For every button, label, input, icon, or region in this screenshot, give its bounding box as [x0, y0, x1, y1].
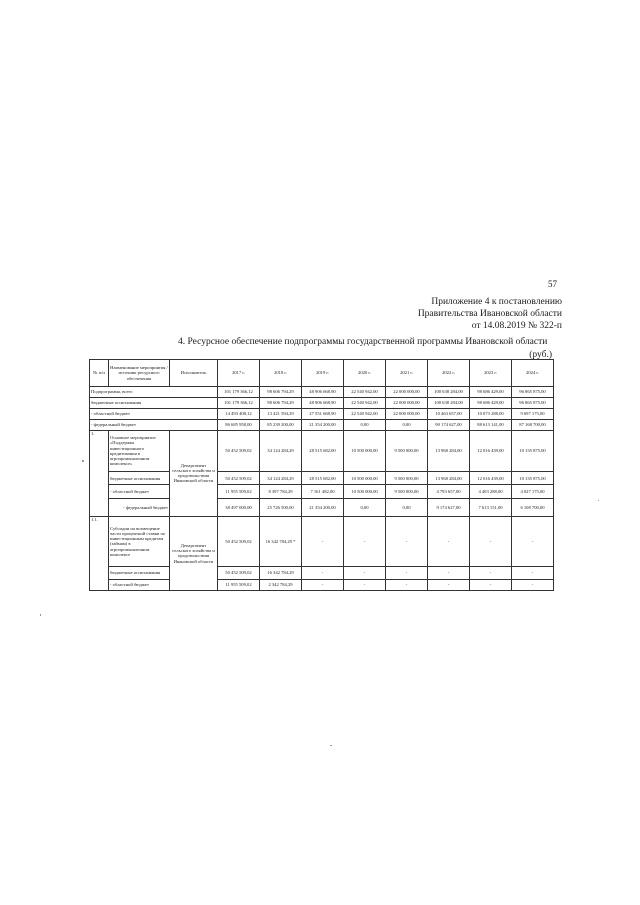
row-name: - областной бюджет	[109, 580, 170, 591]
cell-value: -	[470, 516, 512, 566]
cell-value: 98 606 794,29	[260, 387, 302, 398]
cell-value: 4 027 175,00	[512, 485, 554, 499]
cell-value: 10 135 875,00	[512, 430, 554, 471]
row-name: - федеральный бюджет	[109, 499, 170, 516]
cell-value: 6 108 700,00	[512, 499, 554, 516]
scan-speck	[40, 614, 41, 616]
cell-value: 10 463 657,00	[428, 408, 470, 419]
cell-value: 10 500 000,00	[344, 485, 386, 499]
cell-value: -	[344, 580, 386, 591]
cell-value: 38 497 000,00	[218, 499, 260, 516]
cell-value: 9 500 000,00	[386, 485, 428, 499]
cell-value: 28 515 682,00	[302, 430, 344, 471]
cell-value: -	[470, 580, 512, 591]
cell-value: 0,00	[344, 419, 386, 430]
cell-value: 100 638 284,00	[428, 397, 470, 408]
cell-value: 98 686 429,00	[470, 387, 512, 398]
cell-value: 9 500 000,00	[386, 472, 428, 485]
appendix-line: Приложение 4 к постановлению	[431, 297, 562, 307]
table-row	[90, 408, 554, 419]
cell-value: 9 500 000,00	[386, 430, 428, 471]
cell-value: 2 342 784,29	[260, 580, 302, 591]
cell-value: 7 161 482,00	[302, 485, 344, 499]
cell-value: 4 403 288,00	[470, 485, 512, 499]
header-year: 2023 г.	[470, 360, 512, 387]
table-row	[90, 387, 554, 398]
header-executor: Исполнитель	[170, 360, 218, 387]
cell-value: 8 397 784,29	[260, 485, 302, 499]
cell-value: 50 452 509,02	[218, 430, 260, 471]
cell-value: 48 906 668,90	[302, 387, 344, 398]
cell-value: 88 613 141,00	[470, 419, 512, 430]
header-row	[90, 360, 554, 387]
cell-value: 4 793 657,00	[428, 485, 470, 499]
cell-value: 22 000 000,00	[386, 397, 428, 408]
cell-value: 98 686 429,00	[470, 397, 512, 408]
header-year: 2019 г.	[302, 360, 344, 387]
cell-value: -	[344, 516, 386, 566]
cell-value: -	[428, 580, 470, 591]
cell-value: 85 239 200,00	[260, 419, 302, 430]
cell-value: 96 865 875,00	[512, 387, 554, 398]
cell-value: 28 515 682,00	[302, 472, 344, 485]
table-row	[90, 472, 554, 485]
table-row	[90, 397, 554, 408]
scan-speck	[330, 745, 332, 746]
cell-value: 7 613 151,00	[470, 499, 512, 516]
table-row	[90, 485, 554, 499]
cell-value: 34 124 284,29	[260, 430, 302, 471]
cell-value: 96 865 875,00	[512, 397, 554, 408]
cell-value: 11 955 509,02	[218, 485, 260, 499]
cell-value: 86 685 958,00	[218, 419, 260, 430]
appendix-line: от 14.08.2019 № 322-п	[471, 321, 562, 331]
cell-value: 22 000 000,00	[386, 387, 428, 398]
cell-value: 9 174 627,00	[428, 499, 470, 516]
cell-value: -	[428, 516, 470, 566]
appendix-line: Правительства Ивановской области	[417, 309, 562, 319]
table-row	[90, 419, 554, 430]
row-name: Субсидии на возмещение части процентной ставки по инвестиционным кредитам (займам) в агропромышленном комплексе	[109, 516, 170, 566]
table-row	[90, 580, 554, 591]
cell-value: -	[302, 516, 344, 566]
header-year: 2017 г.	[218, 360, 260, 387]
row-number: 1.1.	[90, 516, 109, 590]
cell-value: 21 354 200,00	[302, 499, 344, 516]
header-year: 2018 г.	[260, 360, 302, 387]
cell-value: 22 540 942,00	[344, 408, 386, 419]
cell-value: -	[512, 580, 554, 591]
cell-value: 25 726 500,00	[260, 499, 302, 516]
row-name: бюджетные ассигнования	[109, 472, 170, 485]
cell-value: 98 606 794,29	[260, 397, 302, 408]
cell-value: 9 697 175,00	[512, 408, 554, 419]
cell-value: 22 000 000,00	[386, 408, 428, 419]
cell-value: 34 124 284,29	[260, 472, 302, 485]
cell-value: 90 174 627,00	[428, 419, 470, 430]
resource-table	[89, 359, 554, 591]
cell-value: 12 016 439,00	[470, 472, 512, 485]
cell-value: 48 906 668,90	[302, 397, 344, 408]
table-row	[90, 566, 554, 579]
cell-value: 16 342 784,29 *	[260, 516, 302, 566]
table-row	[90, 430, 554, 471]
cell-value: -	[386, 516, 428, 566]
cell-value: 87 168 700,00	[512, 419, 554, 430]
cell-value: 13 968 284,00	[428, 472, 470, 485]
cell-value: -	[302, 566, 344, 579]
cell-value: -	[302, 580, 344, 591]
currency-unit: (руб.)	[529, 350, 552, 360]
header-num: № п/п	[90, 360, 109, 387]
appendix-note	[418, 296, 562, 332]
cell-value: -	[344, 566, 386, 579]
cell-value: 11 955 509,02	[218, 580, 260, 591]
cell-value: 22 540 942,00	[344, 387, 386, 398]
table-row	[90, 499, 554, 516]
scan-speck	[598, 500, 599, 501]
cell-value: 13 968 284,00	[428, 430, 470, 471]
cell-value: 10 073 288,00	[470, 408, 512, 419]
cell-value: -	[386, 580, 428, 591]
cell-value: 0,00	[386, 499, 428, 516]
cell-value: 21 354 200,00	[302, 419, 344, 430]
cell-value: -	[512, 566, 554, 579]
cell-value: -	[470, 566, 512, 579]
cell-value: 12 016 439,00	[470, 430, 512, 471]
row-number: 1.	[90, 430, 109, 516]
row-name: бюджетные ассигнования	[90, 397, 218, 408]
cell-value: 0,00	[344, 499, 386, 516]
cell-value: 10 135 875,00	[512, 472, 554, 485]
cell-value: -	[512, 516, 554, 566]
cell-value: -	[386, 566, 428, 579]
cell-value: 14 493 408,12	[218, 408, 260, 419]
row-name: - областной бюджет	[90, 408, 218, 419]
row-name: Подпрограмма, всего	[90, 387, 218, 398]
cell-value: 27 551 668,90	[302, 408, 344, 419]
row-executor: Департамент сельского хозяйства и продовольствия Ивановской области	[170, 516, 218, 590]
cell-value: 0,00	[386, 419, 428, 430]
scan-speck	[82, 460, 84, 462]
cell-value: 13 421 594,29	[260, 408, 302, 419]
cell-value: -	[428, 566, 470, 579]
cell-value: 10 500 000,00	[344, 472, 386, 485]
cell-value: 50 452 509,02	[218, 516, 260, 566]
row-name: Основное мероприятие «Поддержка инвестиционного кредитования в агропромышленном комплексе»	[109, 430, 170, 471]
document-title: 4. Ресурсное обеспечение подпрограммы государственной программы Ивановской области	[178, 337, 548, 347]
row-executor: Департамент сельского хозяйства и продовольствия Ивановской области	[170, 430, 218, 516]
cell-value: 50 452 509,02	[218, 566, 260, 579]
header-year: 2024 г.	[512, 360, 554, 387]
cell-value: 50 452 509,02	[218, 472, 260, 485]
header-year: 2020 г.	[344, 360, 386, 387]
table-row	[90, 516, 554, 566]
cell-value: 10 500 000,00	[344, 430, 386, 471]
cell-value: 22 540 942,00	[344, 397, 386, 408]
header-year: 2021 г.	[386, 360, 428, 387]
header-year: 2022 г.	[428, 360, 470, 387]
cell-value: 101 179 366,12	[218, 387, 260, 398]
cell-value: 16 342 784,29	[260, 566, 302, 579]
header-name: Наименование мероприятия / источник ресурсного обеспечения	[109, 360, 170, 387]
cell-value: 101 179 366,12	[218, 397, 260, 408]
row-name: - областной бюджет	[109, 485, 170, 499]
row-name: бюджетные ассигнования	[109, 566, 170, 579]
row-name: - федеральный бюджет	[90, 419, 218, 430]
page-number: 57	[548, 279, 557, 289]
cell-value: 100 638 284,00	[428, 387, 470, 398]
